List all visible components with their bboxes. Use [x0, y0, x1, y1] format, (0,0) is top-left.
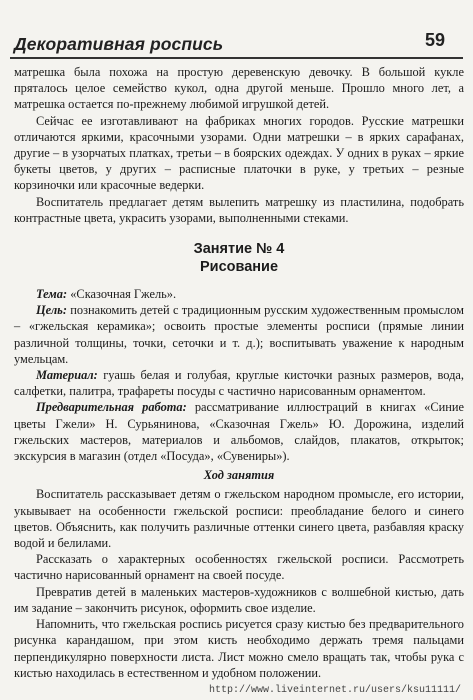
topic-paragraph: [14, 286, 464, 302]
source-url: http://www.liveinternet.ru/users/ksu11111/: [208, 685, 461, 696]
topic-label: Тема:: [36, 287, 68, 302]
section-heading: Ход занятия: [203, 468, 275, 483]
paragraph: матрешка была похожа на простую деревенскую девочку. В большой кукле пряталось целое семейство кукол, одна другой меньше. Прошло много лет, а матрешка остается по-прежнему любимой игрушкой детей.: [14, 65, 464, 112]
preparation-text: рассматривание иллюстраций в книгах «Синие цветы Гжели» Н. Сурьянинова, «Сказочная Гжель» Ю. Дорожина, изделий гжельских мастеров, материалов и альбомов, слайдов, плакатов, открыток; экскурсия в магазин (отдел «Посуда», «Сувениры»).: [14, 400, 464, 464]
paragraph: Превратив детей в маленьких мастеров-художников с волшебной кистью, дать им задание – закончить рисунок, оформить свое изделие.: [14, 584, 464, 615]
header-divider: [10, 57, 463, 59]
goal-text: познакомить детей с традиционным русским художественным промыслом – «гжельская керамика»; освоить простые элементы росписи (прямые линии различной толщины, точки, сеточки и т. д.); воспитывать уважение к народным умельцам.: [14, 303, 464, 366]
running-title: Декоративная роспись: [14, 34, 224, 54]
goal-paragraph: [14, 302, 464, 367]
page-number: 59: [424, 30, 445, 50]
material-label: Материал:: [36, 368, 98, 383]
paragraph: Воспитатель рассказывает детям о гжельском народном промысле, его истории, укывывает на особенности гжельской росписи: преобладание белого и синего цветов. Объяснить, как получить различные оттенки синего цвета, разбавляя краску водой и белилами.: [14, 487, 464, 551]
topic-text: «Сказочная Гжель».: [70, 287, 177, 302]
material-paragraph: [14, 367, 464, 399]
lesson-subtitle: Рисование: [199, 259, 279, 276]
preparation-paragraph: [14, 399, 464, 464]
page-header: [0, 0, 473, 58]
lesson-title: Занятие № 4: [193, 241, 285, 258]
paragraph: Воспитатель предлагает детям вылепить матрешку из пластилина, подобрать контрастные цвета, украсить узорами, выполненными стеками.: [14, 194, 464, 225]
paragraph: Напомнить, что гжельская роспись рисуется сразу кистью без предварительного рисунка карандашом, при этом кисть необходимо держать тремя пальцами перпендикулярно поверхности листа. Лист можно смело вращать так, чтобы рука с кистью находилась в естественном и удобном положении.: [14, 617, 464, 680]
paragraph: Сейчас ее изготавливают на фабриках многих городов. Русские матрешки отличаются яркими, красочными узорами. Одни матрешки – в ярких сарафанах, другие – в узорчатых платках, третьи – в боярских одеждах. У одних в руках – яркие букеты цветов, у других – расписные платочки в руке, у третьих – резные корзиночки или красочные ведерки.: [14, 113, 464, 193]
paragraph: Рассказать о характерных особенностях гжельской росписи. Рассмотреть частично нарисованный орнамент на своей посуде.: [14, 552, 464, 583]
page-body: [14, 64, 464, 681]
goal-label: Цель:: [36, 303, 67, 318]
material-text: гуашь белая и голубая, круглые кисточки разных размеров, вода, салфетки, палитра, трафареты посуды с частично нарисованным орнаментом.: [14, 368, 464, 399]
preparation-label: Предварительная работа:: [36, 400, 187, 415]
